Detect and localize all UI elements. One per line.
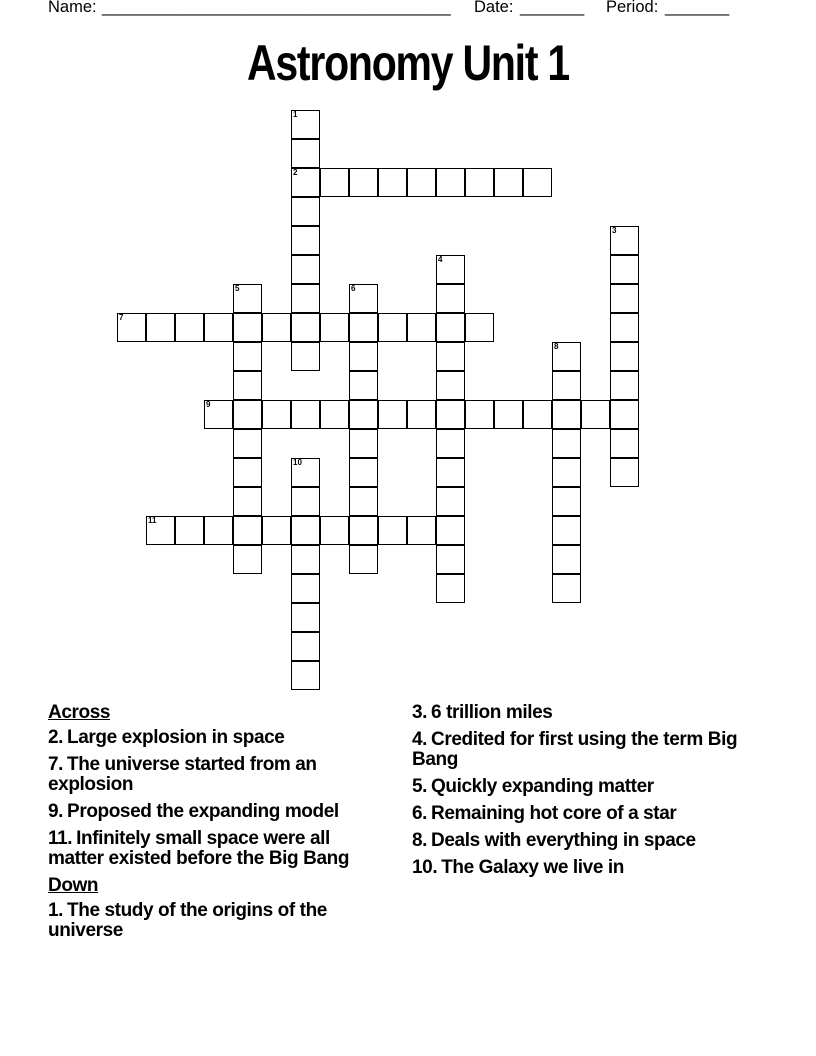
crossword-cell[interactable] (465, 313, 494, 342)
clue-item-text: Quickly expanding matter (431, 776, 654, 797)
clue-number: 6 (351, 284, 356, 293)
crossword-cell[interactable] (349, 429, 378, 458)
clue-item-text: The Galaxy we live in (441, 857, 624, 878)
clue-number: 4 (438, 255, 443, 264)
name-label: Name: (48, 0, 97, 16)
crossword-cell[interactable] (262, 516, 291, 545)
crossword-cell[interactable] (436, 400, 465, 429)
crossword-cell[interactable] (233, 342, 262, 371)
clue-item-text: The study of the origins of the universe (48, 900, 327, 941)
crossword-cell[interactable] (233, 429, 262, 458)
clue-item (412, 777, 752, 797)
crossword-cell[interactable] (233, 371, 262, 400)
clue-number: 9 (206, 400, 211, 409)
crossword-cell[interactable] (494, 168, 523, 197)
crossword-cell[interactable] (552, 400, 581, 429)
crossword-cell[interactable] (436, 342, 465, 371)
clue-item-text: Remaining hot core of a star (431, 803, 677, 824)
crossword-cell[interactable] (436, 516, 465, 545)
crossword-cell[interactable] (349, 313, 378, 342)
clue-item (48, 755, 388, 795)
clue-item-number: 4. (412, 729, 428, 750)
crossword-cell[interactable] (291, 255, 320, 284)
clue-item-number: 5. (412, 776, 428, 797)
clue-item-number: 2. (48, 727, 64, 748)
clue-section-heading: Across (48, 702, 111, 723)
crossword-cell[interactable] (291, 110, 320, 139)
clue-item-text: The universe started from an explosion (48, 754, 317, 795)
crossword-cell[interactable] (436, 255, 465, 284)
crossword-cell[interactable] (291, 458, 320, 487)
clue-item-text: 6 trillion miles (431, 702, 553, 723)
crossword-cell[interactable] (349, 168, 378, 197)
clue-item-number: 11. (48, 828, 73, 849)
crossword-cell[interactable] (378, 400, 407, 429)
crossword-cell[interactable] (552, 458, 581, 487)
crossword-cell[interactable] (291, 487, 320, 516)
crossword-cell[interactable] (378, 168, 407, 197)
crossword-cell[interactable] (494, 400, 523, 429)
clues-right-column (412, 703, 752, 885)
crossword-cell[interactable] (610, 342, 639, 371)
crossword-cell[interactable] (233, 313, 262, 342)
crossword-cell[interactable] (291, 603, 320, 632)
clue-item (412, 831, 752, 851)
crossword-cell[interactable] (552, 487, 581, 516)
name-line[interactable]: ______________________________________ (102, 0, 451, 16)
crossword-cell[interactable] (407, 168, 436, 197)
crossword-cell[interactable] (175, 313, 204, 342)
clue-item-number: 6. (412, 803, 428, 824)
period-label: Period: (606, 0, 659, 16)
period-line[interactable]: _______ (665, 0, 730, 16)
clue-number: 7 (119, 313, 124, 322)
crossword-cell[interactable] (436, 313, 465, 342)
crossword-cell[interactable] (233, 458, 262, 487)
clue-item-text: Large explosion in space (67, 727, 285, 748)
crossword-cell[interactable] (407, 400, 436, 429)
crossword-cell[interactable] (262, 400, 291, 429)
crossword-cell[interactable] (320, 168, 349, 197)
crossword-cell[interactable] (233, 284, 262, 313)
crossword-cell[interactable] (204, 313, 233, 342)
clue-item-number: 7. (48, 754, 64, 775)
crossword-cell[interactable] (407, 516, 436, 545)
crossword-cell[interactable] (581, 400, 610, 429)
clue-item (412, 858, 752, 878)
crossword-cell[interactable] (291, 545, 320, 574)
crossword-cell[interactable] (320, 400, 349, 429)
crossword-cell[interactable] (610, 226, 639, 255)
crossword-cell[interactable] (291, 197, 320, 226)
clue-item (48, 901, 388, 941)
crossword-cell[interactable] (204, 400, 233, 429)
clue-item (412, 730, 752, 770)
crossword-cell[interactable] (465, 168, 494, 197)
crossword-cell[interactable] (349, 284, 378, 313)
crossword-cell[interactable] (204, 516, 233, 545)
clue-number: 8 (554, 342, 559, 351)
clue-item-number: 8. (412, 830, 428, 851)
crossword-cell[interactable] (552, 342, 581, 371)
crossword-cell[interactable] (291, 342, 320, 371)
crossword-cell[interactable] (552, 429, 581, 458)
clue-number: 11 (148, 516, 157, 525)
page-title: Astronomy Unit 1 (246, 35, 570, 91)
clue-number: 10 (293, 458, 302, 467)
crossword-cell[interactable] (291, 139, 320, 168)
clue-item (48, 829, 388, 869)
clue-number: 1 (293, 110, 298, 119)
crossword-cell[interactable] (436, 487, 465, 516)
clue-number: 3 (612, 226, 617, 235)
crossword-cell[interactable] (436, 545, 465, 574)
crossword-cell[interactable] (523, 168, 552, 197)
crossword-cell[interactable] (146, 313, 175, 342)
crossword-cell[interactable] (349, 400, 378, 429)
clue-item (412, 703, 752, 723)
crossword-cell[interactable] (349, 371, 378, 400)
date-line[interactable]: _______ (520, 0, 585, 16)
clue-item-text: Deals with everything in space (431, 830, 696, 851)
crossword-cell[interactable] (610, 284, 639, 313)
crossword-cell[interactable] (349, 545, 378, 574)
crossword-cell[interactable] (436, 371, 465, 400)
clue-item-number: 3. (412, 702, 428, 723)
clue-item (412, 804, 752, 824)
crossword-cell[interactable] (320, 516, 349, 545)
crossword-cell[interactable] (552, 545, 581, 574)
crossword-cell[interactable] (436, 284, 465, 313)
clue-item (48, 802, 388, 822)
crossword-cell[interactable] (436, 429, 465, 458)
crossword-cell[interactable] (291, 284, 320, 313)
crossword-cell[interactable] (436, 458, 465, 487)
clue-number: 2 (293, 168, 298, 177)
crossword-cell[interactable] (349, 458, 378, 487)
crossword-cell[interactable] (291, 516, 320, 545)
clue-item-text: Credited for first using the term Big Bang (412, 729, 738, 770)
crossword-cell[interactable] (552, 371, 581, 400)
crossword-cell[interactable] (233, 487, 262, 516)
crossword-cell[interactable] (349, 487, 378, 516)
crossword-cell[interactable] (233, 516, 262, 545)
crossword-cell[interactable] (233, 545, 262, 574)
crossword-cell[interactable] (320, 313, 349, 342)
clue-item-text: Infinitely small space were all matter existed before the Big Bang (48, 828, 350, 869)
clue-number: 5 (235, 284, 240, 293)
clue-section-heading: Down (48, 875, 99, 896)
crossword-cell[interactable] (349, 516, 378, 545)
crossword-cell[interactable] (436, 168, 465, 197)
crossword-cell[interactable] (552, 516, 581, 545)
clue-item (48, 728, 388, 748)
crossword-cell[interactable] (610, 400, 639, 429)
crossword-cell[interactable] (146, 516, 175, 545)
crossword-cell[interactable] (291, 632, 320, 661)
crossword-cell[interactable] (175, 516, 204, 545)
crossword-cell[interactable] (610, 429, 639, 458)
crossword-cell[interactable] (291, 168, 320, 197)
crossword-cell[interactable] (610, 255, 639, 284)
crossword-cell[interactable] (465, 400, 494, 429)
crossword-cell[interactable] (233, 400, 262, 429)
clue-item-text: Proposed the expanding model (67, 801, 339, 822)
crossword-cell[interactable] (378, 516, 407, 545)
crossword-cell[interactable] (610, 371, 639, 400)
crossword-cell[interactable] (610, 313, 639, 342)
crossword-cell[interactable] (407, 313, 436, 342)
clue-item-number: 9. (48, 801, 64, 822)
crossword-cell[interactable] (378, 313, 407, 342)
crossword-cell[interactable] (291, 400, 320, 429)
clues-left-column (48, 703, 388, 948)
crossword-cell[interactable] (291, 313, 320, 342)
clue-item-number: 10. (412, 857, 438, 878)
crossword-cell[interactable] (262, 313, 291, 342)
crossword-cell[interactable] (610, 458, 639, 487)
crossword-cell[interactable] (349, 342, 378, 371)
date-label: Date: (474, 0, 514, 16)
crossword-cell[interactable] (552, 574, 581, 603)
crossword-cell[interactable] (291, 226, 320, 255)
crossword-cell[interactable] (291, 661, 320, 690)
crossword-cell[interactable] (436, 574, 465, 603)
crossword-cell[interactable] (291, 574, 320, 603)
crossword-cell[interactable] (523, 400, 552, 429)
clue-item-number: 1. (48, 900, 64, 921)
crossword-cell[interactable] (117, 313, 146, 342)
